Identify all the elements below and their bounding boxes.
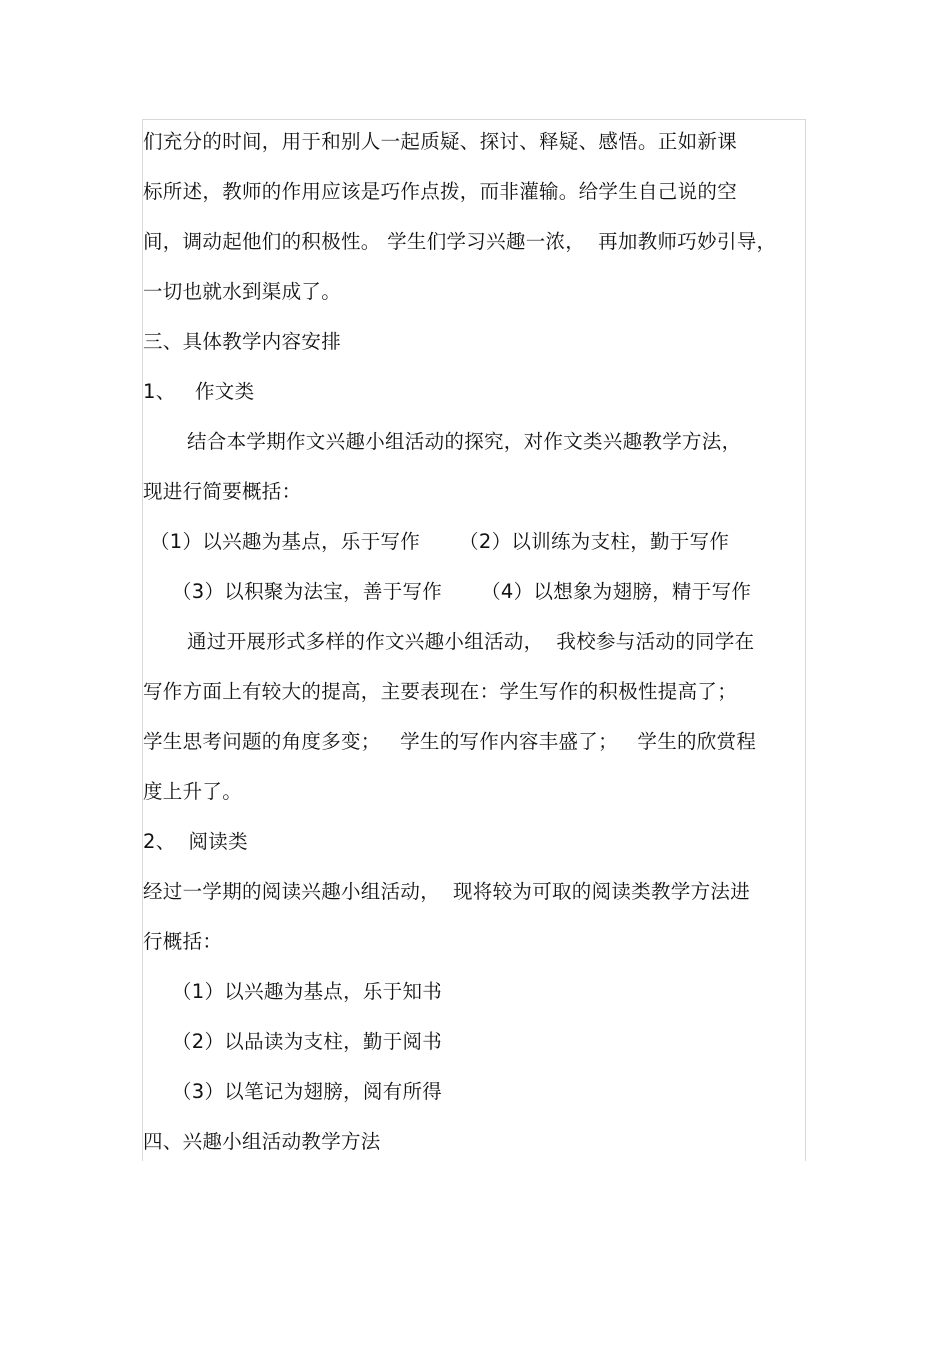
subsection-heading-2: 2、 阅读类 (143, 830, 248, 853)
list-item-row-2: （3）以积聚为法宝，善于写作 （4）以想象为翅膀，精于写作 (172, 580, 752, 603)
list-item-reading-1: （1）以兴趣为基点，乐于知书 (172, 980, 443, 1003)
paragraph-line-1: 们充分的时间，用于和别人一起质疑、探讨、释疑、感悟。正如新课 (143, 130, 738, 153)
paragraph-line-5: 结合本学期作文兴趣小组活动的探究，对作文类兴趣教学方法， (187, 430, 742, 453)
paragraph-line-3: 间，调动起他们的积极性。 学生们学习兴趣一浓， 再加教师巧妙引导， (143, 230, 777, 253)
paragraph-line-6: 现进行简要概括： (143, 480, 302, 503)
paragraph-line-7: 通过开展形式多样的作文兴趣小组活动， 我校参与活动的同学在 (187, 630, 755, 653)
paragraph-line-9: 学生思考问题的角度多变； 学生的写作内容丰盛了； 学生的欣赏程 (143, 730, 757, 753)
subsection-heading-1: 1、 作文类 (143, 380, 255, 403)
paragraph-line-10: 度上升了。 (143, 780, 243, 803)
paragraph-line-2: 标所述，教师的作用应该是巧作点拨，而非灌输。给学生自己说的空 (143, 180, 738, 203)
section-heading-4: 四、兴趣小组活动教学方法 (143, 1130, 381, 1153)
paragraph-line-4: 一切也就水到渠成了。 (143, 280, 342, 303)
list-item-reading-2: （2）以品读为支柱，勤于阅书 (172, 1030, 443, 1053)
paragraph-line-12: 行概括： (143, 930, 223, 953)
paragraph-line-8: 写作方面上有较大的提高，主要表现在：学生写作的积极性提高了； (143, 680, 738, 703)
list-item-reading-3: （3）以笔记为翅膀，阅有所得 (172, 1080, 443, 1103)
section-heading-3: 三、具体教学内容安排 (143, 330, 342, 353)
paragraph-line-11: 经过一学期的阅读兴趣小组活动， 现将较为可取的阅读类教学方法进 (143, 880, 750, 903)
list-item-row-1: （1）以兴趣为基点，乐于写作 （2）以训练为支柱，勤于写作 (150, 530, 730, 553)
